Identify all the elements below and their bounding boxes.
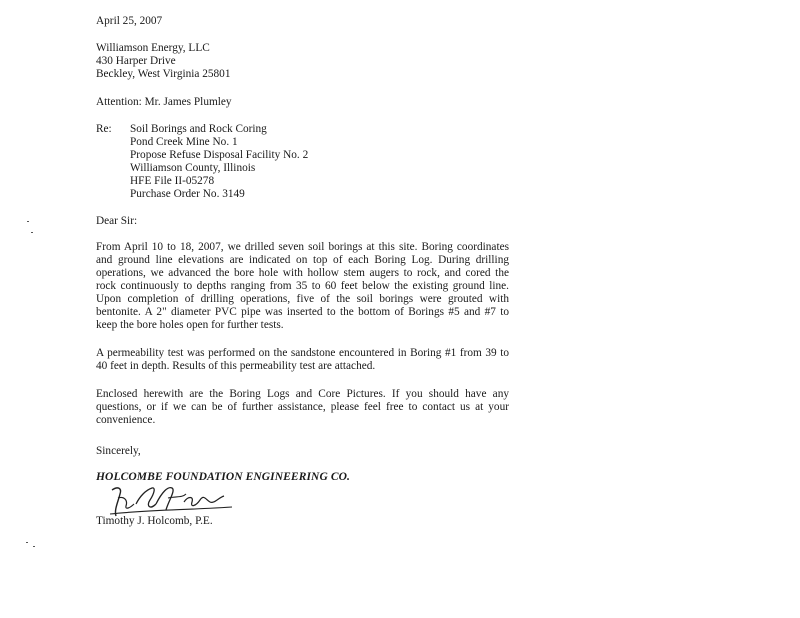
letter-date: April 25, 2007 (96, 15, 163, 27)
paragraph-3-line: Enclosed herewith are the Boring Logs and Core Pictures. If you should have any (96, 388, 509, 400)
paragraph-2-line: 40 feet in depth. Results of this permeability test are attached. (96, 360, 376, 372)
re-line: Purchase Order No. 3149 (130, 188, 245, 200)
scan-speck (31, 232, 33, 233)
scan-speck (33, 546, 35, 547)
paragraph-1-line: and ground line elevations are indicated on top of each Boring Log. During drilling (96, 254, 509, 266)
recipient-street: 430 Harper Drive (96, 55, 176, 67)
signer-name: Timothy J. Holcomb, P.E. (96, 515, 213, 527)
recipient-company: Williamson Energy, LLC (96, 42, 210, 54)
recipient-city: Beckley, West Virginia 25801 (96, 68, 231, 80)
paragraph-3-line: convenience. (96, 414, 156, 426)
re-label: Re: (96, 123, 112, 135)
paragraph-1-line: operations, we advanced the bore hole with hollow stem augers to rock, and cored the (96, 267, 509, 279)
re-line: HFE File II-05278 (130, 175, 215, 187)
re-line: Propose Refuse Disposal Facility No. 2 (130, 149, 309, 161)
scan-speck (26, 542, 28, 543)
re-line: Pond Creek Mine No. 1 (130, 136, 238, 148)
paragraph-1-line: bentonite. A 2" diameter PVC pipe was inserted to the bottom of Borings #5 and #7 to (96, 306, 509, 318)
paragraph-1-line: Upon completion of drilling operations, five of the soil borings were grouted with (96, 293, 509, 305)
re-line: Williamson County, Illinois (130, 162, 256, 174)
paragraph-1-line: rock continuously to depths ranging from 35 to 60 feet below the existing ground line. (96, 280, 509, 292)
scan-speck (27, 221, 29, 222)
paragraph-3-line: questions, or if we can be of further assistance, please feel free to contact us at your (96, 401, 509, 413)
paragraph-1-line: keep the bore holes open for further tests. (96, 319, 284, 331)
paragraph-1-line: From April 10 to 18, 2007, we drilled seven soil borings at this site. Boring coordinates (96, 241, 509, 253)
paragraph-2-line: A permeability test was performed on the sandstone encountered in Boring #1 from 39 to (96, 347, 509, 359)
firm-name: HOLCOMBE FOUNDATION ENGINEERING CO. (96, 471, 350, 483)
salutation: Dear Sir: (96, 215, 138, 227)
handwritten-signature (106, 480, 236, 520)
re-line: Soil Borings and Rock Coring (130, 123, 267, 135)
closing: Sincerely, (96, 445, 141, 457)
attention-line: Attention: Mr. James Plumley (96, 96, 232, 108)
